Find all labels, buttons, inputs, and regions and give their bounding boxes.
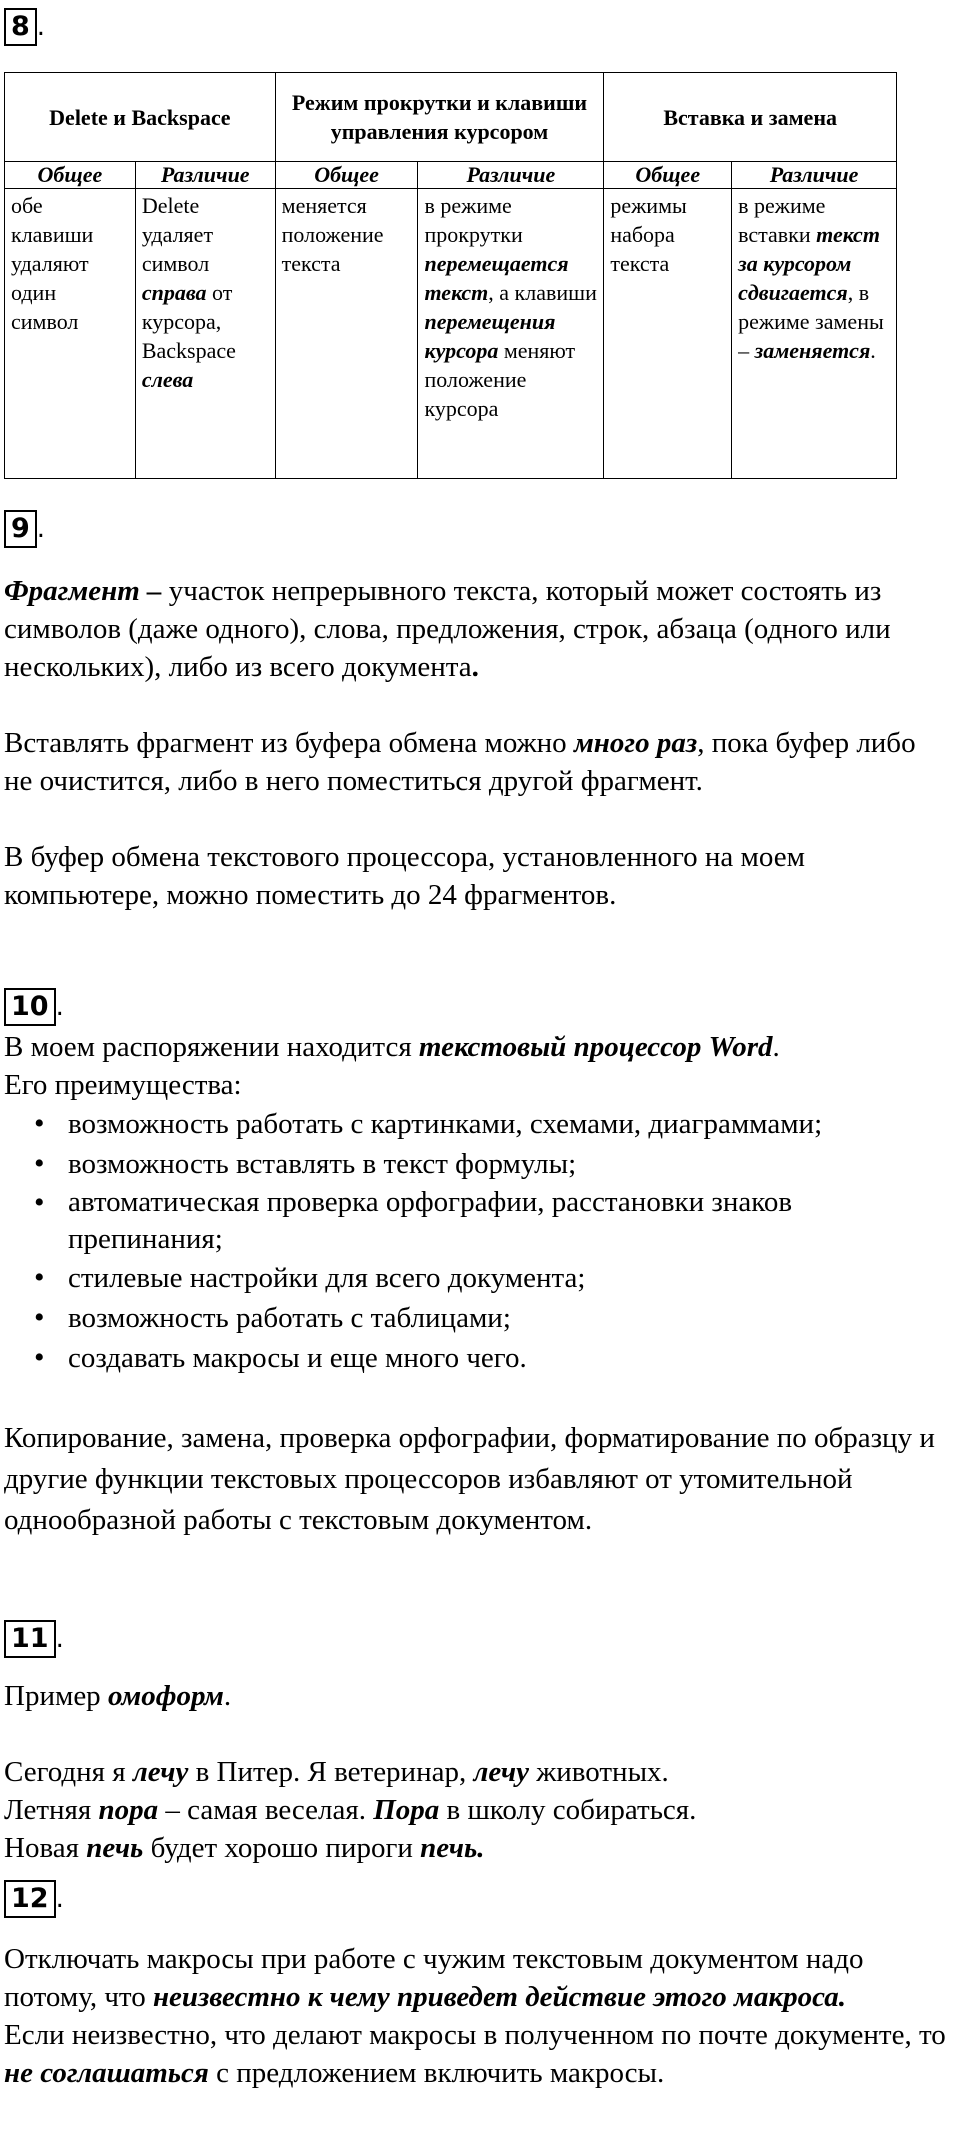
section-number: 11 [4, 1620, 56, 1658]
paragraph: Пример омоформ. [4, 1680, 232, 1712]
list-item: • стилевые настройки для всего документа; [68, 1258, 949, 1298]
sub-header: Общее [275, 162, 418, 189]
advantages-list [4, 1104, 949, 1378]
sub-header: Различие [418, 162, 604, 189]
list-item: • возможность вставлять в текст формулы; [68, 1144, 949, 1184]
table-cell: режимы набора текста [604, 189, 732, 479]
paragraph: В буфер обмена текстового процессора, установленного на моем компьютере, можно поместить до 24 фрагментов. [4, 841, 805, 911]
section-12-body [4, 1940, 954, 2092]
section-number: 9 [4, 510, 37, 548]
list-item: • возможность работать с картинками, схемами, диаграммами; [68, 1104, 949, 1144]
table-sub-row [5, 162, 897, 189]
section-number: 12 [4, 1880, 56, 1918]
table-group-row [5, 73, 897, 162]
sub-header: Общее [604, 162, 732, 189]
paragraph: Если неизвестно, что делают макросы в полученном по почте документе, то не соглашаться с предложением включить макросы. [4, 2019, 946, 2089]
list-item: • возможность работать с таблицами; [68, 1298, 949, 1338]
section-8-header: 8 . [4, 8, 45, 46]
table-cell: в режиме вставки текст за курсором сдвигается, в режиме замены – заменяется. [732, 189, 897, 479]
paragraph: Отключать макросы при работе с чужим текстовым документом надо потому, что неизвестно к чему приведет действие этого макроса. [4, 1943, 864, 2013]
table-cell: меняется положение текста [275, 189, 418, 479]
group-header: Режим прокрутки и клавиши управления курсором [275, 73, 604, 162]
table-cell: обе клавиши удаляют один символ [5, 189, 136, 479]
list-item: • создавать макросы и еще много чего. [68, 1338, 949, 1378]
paragraph: Копирование, замена, проверка орфографии, форматирование по образцу и другие функции текстовых процессоров избавляют от утомительной однообразной работы с текстовым документом. [4, 1422, 935, 1536]
section-11-body [4, 1677, 949, 1867]
section-10-header: 10 . [4, 988, 64, 1026]
paragraph: Вставлять фрагмент из буфера обмена можно много раз, пока буфер либо не очистится, либо в него поместиться другой фрагмент. [4, 727, 916, 797]
example-line: Новая печь будет хорошо пироги печь. [4, 1832, 485, 1864]
section-12-header: 12 . [4, 1880, 64, 1918]
section-9-body [4, 572, 944, 914]
paragraph: Его преимущества: [4, 1069, 242, 1101]
sub-header: Общее [5, 162, 136, 189]
example-line: Летняя пора – самая веселая. Пора в школу собираться. [4, 1794, 697, 1826]
paragraph: В моем распоряжении находится текстовый процессор Word. [4, 1031, 780, 1063]
list-item: • автоматическая проверка орфографии, расстановки знаков препинания; [68, 1184, 949, 1258]
section-number: 8 [4, 8, 37, 46]
group-header: Delete и Backspace [5, 73, 276, 162]
table-cell: в режиме прокрутки перемещается текст, а клавиши перемещения курсора меняют положение курсора [418, 189, 604, 479]
example-line: Сегодня я лечу в Питер. Я ветеринар, лечу животных. [4, 1756, 669, 1788]
section-number: 10 [4, 988, 56, 1026]
sub-header: Различие [732, 162, 897, 189]
section-9-header: 9 . [4, 510, 45, 548]
comparison-table [4, 72, 897, 479]
table-row [5, 189, 897, 479]
paragraph: Фрагмент – участок непрерывного текста, который может состоять из символов (даже одного), слова, предложения, строк, абзаца (одного или нескольких), либо из всего документа. [4, 575, 891, 683]
section-10-body [4, 1028, 949, 1541]
section-11-header: 11 . [4, 1620, 64, 1658]
sub-header: Различие [135, 162, 275, 189]
group-header: Вставка и замена [604, 73, 897, 162]
table-cell: Delete удаляет символ справа от курсора, Backspace слева [135, 189, 275, 479]
